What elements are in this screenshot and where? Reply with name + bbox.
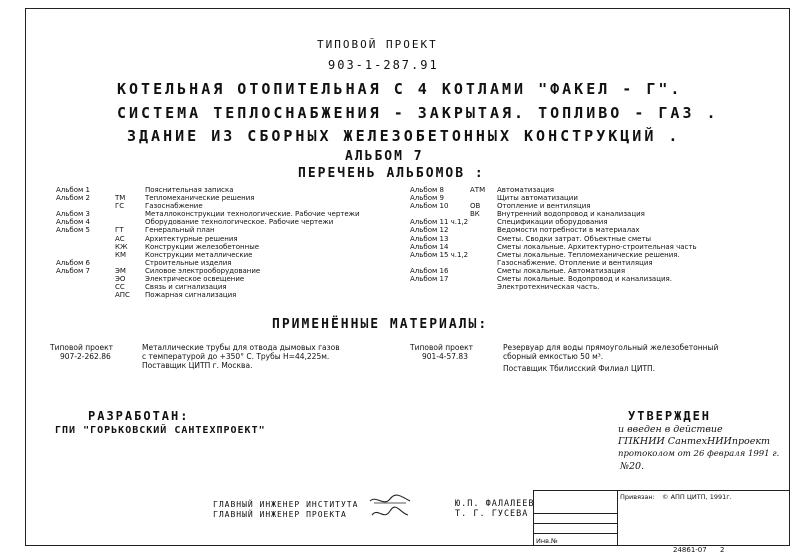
signature-name-2: Т. Г. ГУСЕВА bbox=[455, 509, 529, 519]
album-label: Альбом 15 ч.1,2 bbox=[410, 250, 469, 259]
album-description: Связь и сигнализация bbox=[145, 283, 227, 292]
album-code: ОВ bbox=[470, 202, 481, 211]
albums-list-title: ПЕРЕЧЕНЬ АЛЬБОМОВ : bbox=[298, 166, 485, 181]
albums-left-descriptions bbox=[145, 186, 360, 299]
album-label bbox=[56, 283, 90, 291]
album-code bbox=[115, 186, 130, 194]
album-description: Тепломеханические решения bbox=[145, 194, 255, 203]
album-code: ГС bbox=[115, 202, 125, 211]
approval-handwritten-2: ГПКНИИ СантехНИИпроект bbox=[618, 436, 771, 447]
album-description: Генеральный план bbox=[145, 226, 215, 235]
album-description: Сметы локальные. Водопровод и канализация. bbox=[497, 275, 672, 284]
album-description: Спецификации оборудования bbox=[497, 218, 608, 227]
stamp-line-1 bbox=[533, 513, 617, 514]
albums-left-codes bbox=[115, 186, 130, 299]
album-label: Альбом 6 bbox=[56, 258, 90, 267]
album-code: АТМ bbox=[470, 186, 486, 194]
album-description: Электротехническая часть. bbox=[497, 283, 600, 292]
album-description: Металлоконструкции технологические. Рабочие чертежи bbox=[145, 210, 360, 219]
title-line-1: КОТЕЛЬНАЯ ОТОПИТЕЛЬНАЯ С 4 КОТЛАМИ "ФАКЕЛ - Г". bbox=[117, 80, 683, 98]
stamp-checked-label: Привязан: bbox=[620, 493, 655, 501]
album-description: Конструкции металлические bbox=[145, 250, 253, 259]
album-label bbox=[56, 235, 90, 243]
album-code: ГТ bbox=[115, 226, 124, 235]
materials-title: ПРИМЕНЁННЫЕ МАТЕРИАЛЫ: bbox=[272, 317, 489, 332]
albums-right-codes bbox=[470, 186, 485, 291]
stamp-inventory: Инв.№ bbox=[536, 537, 558, 545]
album-code: КМ bbox=[115, 250, 127, 259]
album-label: Альбом 5 bbox=[56, 226, 90, 235]
album-label bbox=[410, 210, 468, 218]
album-description: Сметы локальные. Автоматизация bbox=[497, 266, 626, 275]
approval-handwritten-3: протоколом от 26 февраля 1991 г. bbox=[618, 449, 780, 459]
album-code: КЖ bbox=[115, 242, 128, 251]
album-code bbox=[470, 194, 485, 202]
signature-role-2: ГЛАВНЫЙ ИНЖЕНЕР ПРОЕКТА bbox=[213, 510, 347, 519]
title-line-3: ЗДАНИЕ ИЗ СБОРНЫХ ЖЕЛЕЗОБЕТОННЫХ КОНСТРУКЦИЙ . bbox=[127, 127, 681, 145]
album-label bbox=[56, 243, 90, 251]
stamp-line-2 bbox=[533, 523, 617, 524]
project-number: 903-1-287.91 bbox=[328, 58, 439, 72]
album-description: Газоснабжение bbox=[145, 202, 203, 211]
materials-right-desc-2: сборный емкостью 50 м³. bbox=[503, 352, 604, 361]
album-label: Альбом 3 bbox=[56, 210, 90, 219]
album-label: Альбом 17 bbox=[410, 275, 449, 284]
stamp-line-3 bbox=[533, 533, 617, 534]
album-description: Конструкции железобетонные bbox=[145, 242, 260, 251]
album-code: ВК bbox=[470, 210, 480, 219]
album-code bbox=[470, 267, 485, 275]
signature-role-1: ГЛАВНЫЙ ИНЖЕНЕР ИНСТИТУТА bbox=[213, 500, 359, 509]
album-code bbox=[115, 259, 130, 267]
album-description: Сметы. Сводки затрат. Объектные сметы bbox=[497, 234, 652, 243]
project-type: ТИПОВОЙ ПРОЕКТ bbox=[317, 38, 438, 51]
album-label: Альбом 14 bbox=[410, 242, 449, 251]
album-code bbox=[470, 283, 485, 291]
album-description: Электрическое освещение bbox=[145, 275, 245, 284]
materials-left-desc-3: Поставщик ЦИТП г. Москва. bbox=[142, 361, 253, 370]
stamp-divider-mid bbox=[617, 490, 618, 546]
album-label: Альбом 11 ч.1,2 bbox=[410, 218, 469, 227]
album-number: АЛЬБОМ 7 bbox=[345, 149, 424, 164]
album-description: Сметы локальные. Тепломеханические решения. bbox=[497, 250, 680, 259]
album-label: Альбом 12 bbox=[410, 226, 449, 235]
album-code: АС bbox=[115, 234, 125, 243]
album-code bbox=[470, 251, 485, 259]
handwritten-signatures bbox=[366, 493, 416, 523]
album-code: АПС bbox=[115, 291, 130, 300]
albums-right-numbers bbox=[410, 186, 468, 291]
stamp-copyright: © АПП ЦИТП, 1991г. bbox=[662, 493, 732, 501]
album-label: Альбом 9 bbox=[410, 194, 444, 203]
albums-right-descriptions bbox=[497, 186, 697, 291]
album-label bbox=[410, 259, 468, 267]
approval-handwritten-4: №20. bbox=[620, 461, 645, 472]
album-description: Ведомости потребности в материалах bbox=[497, 226, 640, 235]
album-code bbox=[115, 218, 130, 226]
album-code bbox=[115, 210, 130, 218]
album-label: Альбом 2 bbox=[56, 194, 90, 203]
album-description: Силовое электрооборудование bbox=[145, 266, 261, 275]
album-label: Альбом 1 bbox=[56, 186, 90, 194]
materials-right-desc-3: Поставщик Тбилисский Филиал ЦИТП. bbox=[503, 364, 656, 373]
stamp-divider-left bbox=[533, 490, 534, 546]
stamp-sheet-number: 2 bbox=[720, 546, 725, 554]
album-label: Альбом 13 bbox=[410, 234, 449, 243]
stamp-top-line bbox=[533, 490, 790, 491]
album-label bbox=[410, 283, 468, 291]
album-code: ЭО bbox=[115, 275, 126, 284]
album-description: Отопление и вентиляция bbox=[497, 202, 591, 211]
album-description: Архитектурные решения bbox=[145, 234, 238, 243]
album-code bbox=[470, 275, 485, 283]
albums-left-numbers bbox=[56, 186, 90, 299]
album-label bbox=[56, 275, 90, 283]
album-label: Альбом 4 bbox=[56, 218, 90, 227]
developer-label: РАЗРАБОТАН: bbox=[88, 409, 190, 423]
materials-right-type: Типовой проект bbox=[410, 343, 473, 352]
album-description: Сметы локальные. Архитектурно-строительная часть bbox=[497, 242, 697, 251]
approval-handwritten-1: и введен в действие bbox=[618, 424, 723, 435]
materials-right-number: 901-4-57.83 bbox=[422, 352, 468, 361]
album-code bbox=[470, 243, 485, 251]
album-code: СС bbox=[115, 283, 125, 292]
album-label bbox=[56, 251, 90, 259]
title-line-2: СИСТЕМА ТЕПЛОСНАБЖЕНИЯ - ЗАКРЫТАЯ. ТОПЛИВО - ГАЗ . bbox=[117, 104, 719, 122]
album-description: Пояснительная записка bbox=[145, 186, 234, 194]
approval-label: УТВЕРЖДЕН bbox=[628, 409, 712, 423]
album-label: Альбом 16 bbox=[410, 266, 449, 275]
signature-name-1: Ю.П. ФАЛАЛЕЕВ bbox=[455, 499, 535, 509]
materials-right-desc-1: Резервуар для воды прямоугольный железобетонный bbox=[503, 343, 719, 352]
album-description: Внутренний водопровод и канализация bbox=[497, 210, 645, 219]
album-description: Щиты автоматизации bbox=[497, 194, 578, 203]
album-code bbox=[470, 218, 485, 226]
album-description: Оборудование технологическое. Рабочие чертежи bbox=[145, 218, 334, 227]
album-code bbox=[470, 259, 485, 267]
album-label bbox=[56, 291, 90, 299]
stamp-sheet-code: 24861-07 bbox=[673, 546, 707, 554]
album-description: Газоснабжение. Отопление и вентиляция bbox=[497, 258, 653, 267]
album-label: Альбом 10 bbox=[410, 202, 449, 211]
album-code: ЭМ bbox=[115, 266, 126, 275]
album-code bbox=[470, 226, 485, 234]
album-label: Альбом 7 bbox=[56, 266, 90, 275]
materials-left-type: Типовой проект bbox=[50, 343, 113, 352]
materials-left-number: 907-2-262.86 bbox=[60, 352, 111, 361]
materials-left-desc-1: Металлические трубы для отвода дымовых газов bbox=[142, 343, 340, 352]
album-label: Альбом 8 bbox=[410, 186, 444, 194]
album-description: Строительные изделия bbox=[145, 258, 232, 267]
album-code bbox=[470, 235, 485, 243]
album-description: Автоматизация bbox=[497, 186, 555, 194]
album-description: Пожарная сигнализация bbox=[145, 291, 237, 300]
album-code: ТМ bbox=[115, 194, 126, 203]
materials-left-desc-2: с температурой до +350° С. Трубы Н=44,225м. bbox=[142, 352, 330, 361]
developer-org: ГПИ "ГОРЬКОВСКИЙ САНТЕХПРОЕКТ" bbox=[55, 425, 266, 436]
album-label bbox=[56, 202, 90, 210]
